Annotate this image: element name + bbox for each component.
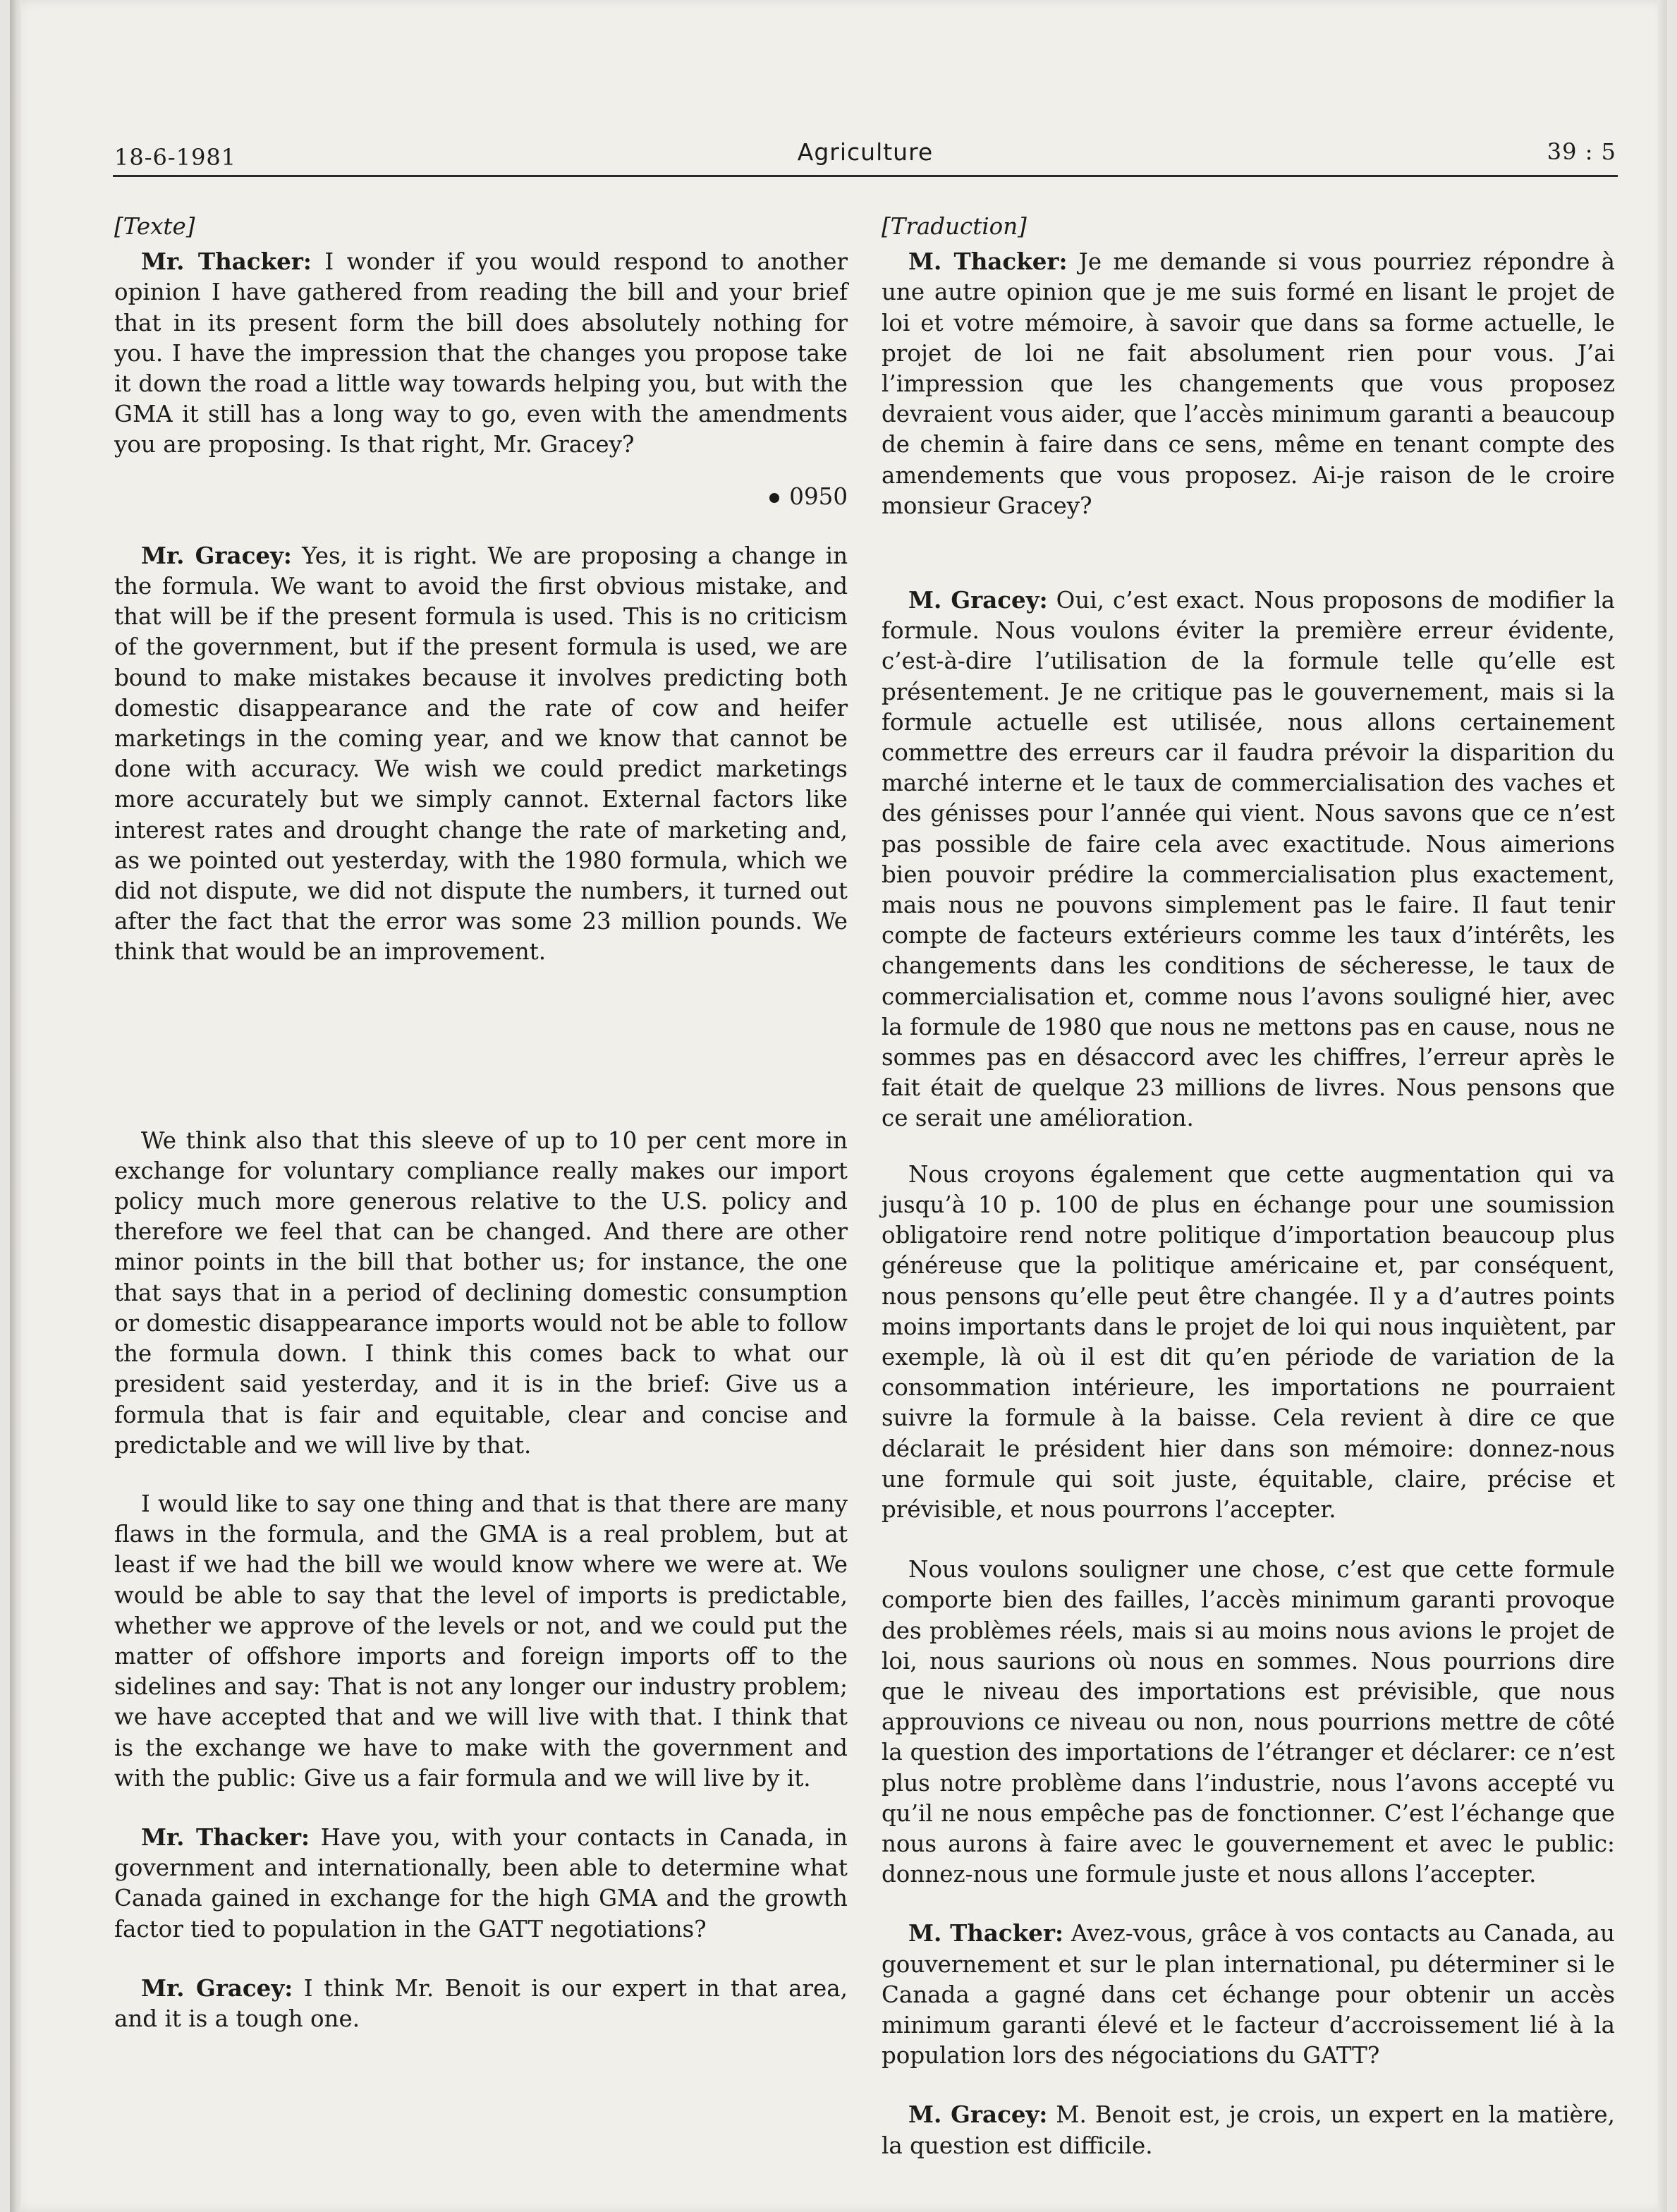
paragraph-thacker-question [114,246,848,460]
paragraph-flaws-fr: Nous voulons souligner une chose, c’est que cette formule comporte bien des failles, l’accès minimum garanti provoque des problèmes réels, mais si au moins nous avions le projet de loi, nous saurions où nous en sommes. Nous pourrions dire que le niveau des importations est prévisible, que nous approuvions ce niveau ou non, nous pourrions mettre de côté la question des importations de l’étranger et déclarer: ce n’est plus notre problème dans l’industrie, nous l’avons accepté vu qu’il ne nous empêche pas de fonctionner. C’est l’échange que nous aurons à faire avec le gouvernement et avec le public: donnez-nous une formule juste et nous allons l’accepter. [882,1556,1615,1888]
speaker-label: Mr. Thacker: [141,248,312,276]
running-header [114,138,1616,175]
paragraph-thacker-gatt-fr [882,1918,1615,2071]
paragraph-text: Oui, c’est exact. Nous proposons de modifier la formule. Nous voulons éviter la première erreur évidente, c’est-à-dire l’utilisation de la formule telle qu’elle est présentement. Je ne critique pas le gouvernement, mais si la formule actuelle est utilisée, nous allons certainement commettre des erreurs car il faudra prévoir la disparition du marché interne et le taux de commercialisation des vaches et des génisses pour l’année qui vient. Nous savons que ce n’est pas possible de faire cela avec exactitude. Nous aimerions bien pouvoir prédire la commercialisation plus exactement, mais nous ne pouvons simplement pas le faire. Il faut tenir compte de facteurs extérieurs comme les taux d’intérêts, les changements dans les conditions de sécheresse, le taux de commercialisation et, comme nous l’avons souligné hier, avec la formule de 1980 que nous ne mettons pas en cause, nous ne sommes pas en désaccord avec les chiffres, l’erreur après le fait était de quelque 23 millions de livres. Nous pensons que ce serait une amélioration. [882,587,1615,1132]
page-edge [1657,0,1667,2212]
paragraph-text: Je me demande si vous pourriez répondre à une autre opinion que je me suis formé en lisant le projet de loi et votre mémoire, à savoir que dans sa forme actuelle, le projet de loi ne fait absolument rien pour vous. J’ai l’impression que les changements que vous proposez devraient vous aider, que l’accès minimum garanti a beaucoup de chemin à faire dans ce sens, même en tenant compte des amendements que vous proposez. Ai-je raison de le croire monsieur Gracey? [882,248,1615,519]
speaker-label: M. Gracey: [908,2101,1048,2129]
timecode-value: 0950 [789,482,848,510]
timecode [114,482,848,512]
bullet-icon [769,493,779,503]
header-page-number: 39 : 5 [1547,138,1616,165]
speaker-label: M. Thacker: [908,1919,1064,1947]
paragraph-thacker-gatt [114,1822,848,1945]
page-binding-shadow [10,0,21,2212]
speaker-label: Mr. Gracey: [141,541,292,569]
paragraph-gracey-benoit [114,1973,848,2034]
language-tag-french: [Traduction] [882,213,1027,240]
language-tag-english: [Texte] [114,213,195,240]
paragraph-sleeve-fr: Nous croyons également que cette augmentation qui va jusqu’à 10 p. 100 de plus en échange pour une soumission obligatoire rend notre politique d’importation beaucoup plus généreuse que la politique américaine et, par conséquent, nous pensons qu’elle peut être changée. Il y a d’autres points moins importants dans le projet de loi qui nous inquiètent, par exemple, là où il est dit qu’en période de variation de la consommation intérieure, les importations ne pourraient suivre la formule à la baisse. Cela revient à dire ce que déclarait le président hier dans son mémoire: donnez-nous une formule qui soit juste, équitable, claire, précise et prévisible, et nous pourrons l’accepter. [882,1160,1615,1523]
paragraph-text: M. Benoit est, je crois, un expert en la matière, la question est difficile. [882,2101,1615,2159]
speaker-label: M. Thacker: [908,248,1068,276]
paragraph-sleeve: We think also that this sleeve of up to 10 per cent more in exchange for voluntary compliance really makes our import policy much more generous relative to the U.S. policy and therefore we feel that can be changed. And there are other minor points in the bill that bother us; for instance, the one that says that in a period of declining domestic consumption or domestic disappearance imports would not be able to follow the formula down. I think this comes back to what our president said yesterday, and it is in the brief: Give us a formula that is fair and equitable, clear and concise and predictable and we will live by that. [114,1126,848,1459]
header-rule [113,175,1618,177]
paragraph-text: I wonder if you would respond to another opinion I have gathered from reading the bill and your brief that in its present form the bill does absolutely nothing for you. I have the impression that the changes you propose take it down the road a little way towards helping you, but with the GMA it still has a long way to go, even with the amendments you are proposing. Is that right, Mr. Gracey? [114,248,848,458]
paragraph-text: Avez-vous, grâce à vos contacts au Canada, au gouvernement et sur le plan international, pu déterminer si le Canada a gagné dans cet échange pour obtenir un accès minimum garanti élevé et le facteur d’accroissement lié à la population lors des négociations du GATT? [882,1920,1615,2070]
header-date: 18-6-1981 [114,144,237,171]
paragraph-thacker-question-fr [882,246,1615,521]
paragraph-text: I think Mr. Benoit is our expert in that area, and it is a tough one. [114,1974,848,2032]
document-page [10,0,1667,2212]
french-column [882,212,1615,2161]
paragraph-gracey-answer [114,540,848,968]
paragraph-gracey-answer-fr [882,585,1615,1134]
header-section-title: Agriculture [797,138,934,166]
speaker-label: Mr. Thacker: [141,1823,310,1851]
speaker-label: Mr. Gracey: [141,1974,293,2002]
paragraph-gracey-benoit-fr [882,2099,1615,2161]
english-column [114,212,848,2034]
paragraph-flaws: I would like to say one thing and that is that there are many flaws in the formula, and the GMA is a real problem, but at least if we had the bill we would know where we were at. We would be able to say that the level of imports is predictable, whether we approve of the levels or not, and we could put the matter of offshore imports and foreign imports off to the sidelines and say: That is not any longer our industry problem; we have accepted that and we will live with that. I think that is the exchange we have to make with the government and with the public: Give us a fair formula and we will live by it. [114,1490,848,1792]
paragraph-text: Yes, it is right. We are proposing a change in the formula. We want to avoid the first obvious mistake, and that will be if the present formula is used. This is no criticism of the government, but if the present formula is used, we are bound to make mistakes because it involves predicting both domestic disappearance and the rate of cow and heifer marketings in the coming year, and we know that cannot be done with accuracy. We wish we could predict marketings more accurately but we simply cannot. External factors like interest rates and drought change the rate of marketing and, as we pointed out yesterday, with the 1980 formula, which we did not dispute, we did not dispute the numbers, it turned out after the fact that the error was some 23 million pounds. We think that would be an improvement. [114,542,848,966]
paragraph-text: Have you, with your contacts in Canada, in government and internationally, been able to determine what Canada gained in exchange for the high GMA and the growth factor tied to population in the GATT negotiations? [114,1823,848,1943]
speaker-label: M. Gracey: [908,586,1048,614]
